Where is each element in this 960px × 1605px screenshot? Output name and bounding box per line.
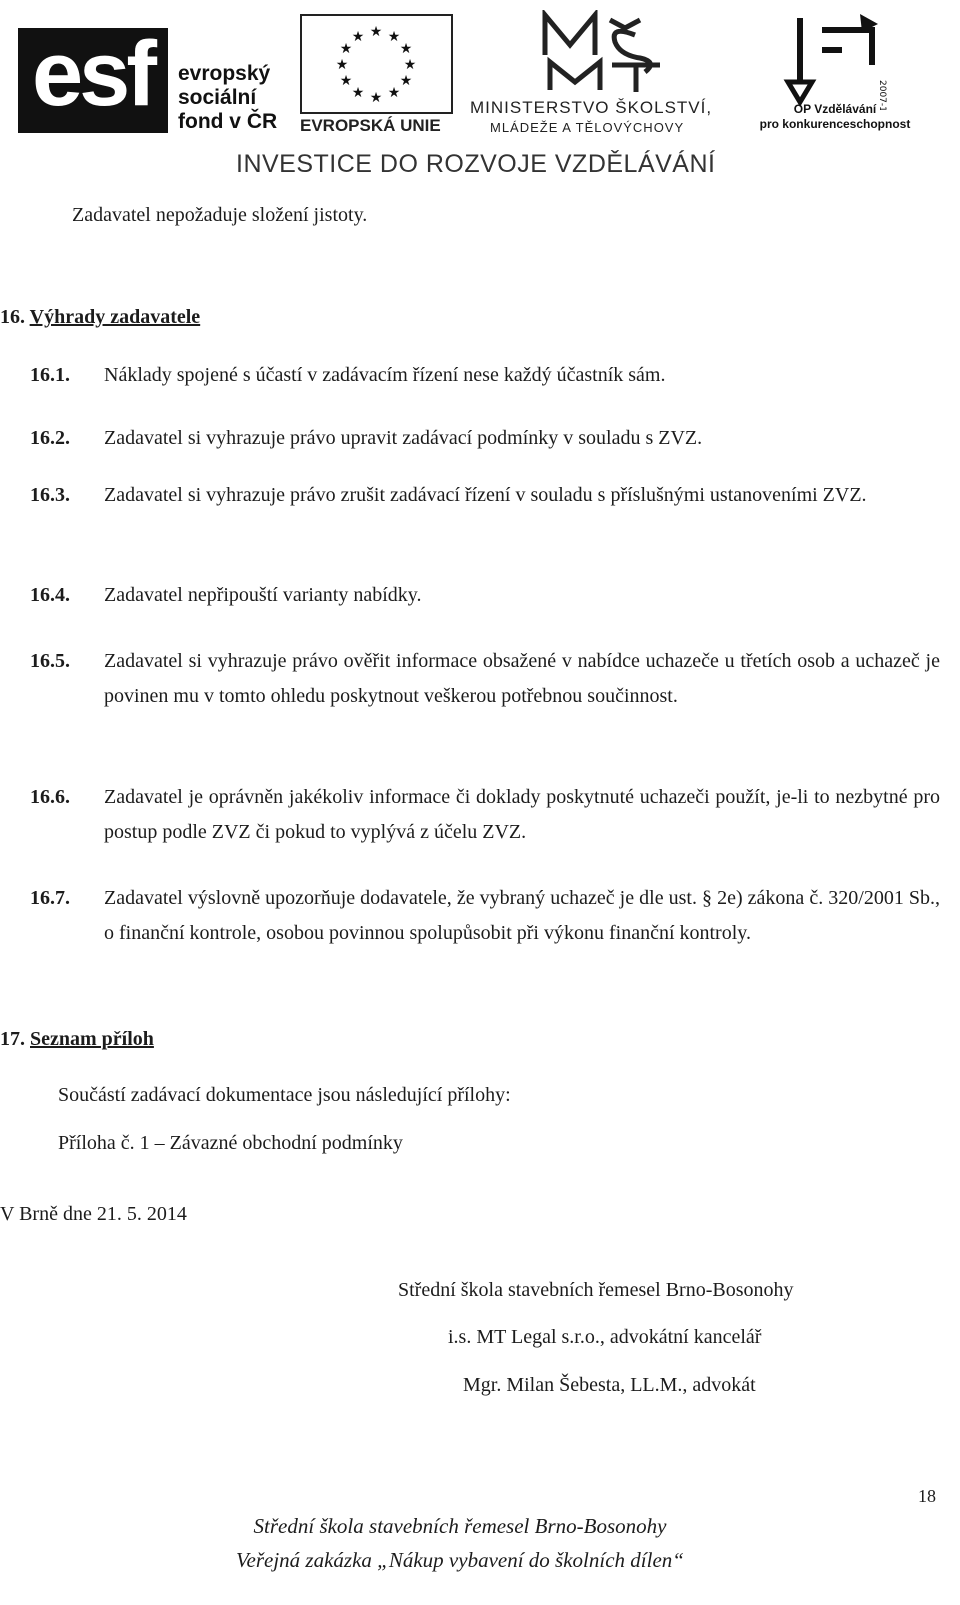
section-16-number: 16. bbox=[0, 306, 25, 328]
attachments-intro: Součástí zadávací dokumentace jsou následující přílohy: bbox=[58, 1084, 511, 1106]
item-number: 16.7. bbox=[30, 887, 70, 909]
list-item bbox=[30, 644, 940, 714]
signature-line-1: Střední škola stavebních řemesel Brno-Bosonohy bbox=[398, 1279, 794, 1301]
item-text: Zadavatel si vyhrazuje právo zrušit zadávací řízení v souladu s příslušnými ustanoveními ZVZ. bbox=[104, 484, 867, 506]
footer-line-2: Veřejná zakázka „Nákup vybavení do školních dílen“ bbox=[236, 1548, 684, 1572]
svg-text:★: ★ bbox=[339, 41, 353, 57]
svg-text:★: ★ bbox=[335, 57, 349, 73]
attachment-1: Příloha č. 1 – Závazné obchodní podmínky bbox=[58, 1132, 403, 1154]
list-item bbox=[30, 478, 940, 513]
item-number: 16.6. bbox=[30, 786, 70, 808]
esf-logo: esf bbox=[18, 28, 168, 133]
msmt-logo bbox=[540, 10, 670, 96]
esf-line-3: fond v ČR bbox=[178, 110, 278, 133]
op-years: 2007-13 bbox=[877, 80, 887, 110]
msmt-line-1: MINISTERSTVO ŠKOLSTVÍ, bbox=[470, 98, 713, 117]
signature-line-2: i.s. MT Legal s.r.o., advokátní kancelář bbox=[448, 1326, 762, 1348]
banner-title: INVESTICE DO ROZVOJE VZDĚLÁVÁNÍ bbox=[236, 150, 716, 178]
list-item bbox=[30, 881, 940, 951]
footer bbox=[0, 1509, 940, 1577]
list-item bbox=[30, 578, 940, 613]
item-number: 16.3. bbox=[30, 484, 70, 506]
op-logo-text bbox=[750, 102, 920, 132]
footer-line-1: Střední škola stavebních řemesel Brno-Bosonohy bbox=[253, 1514, 667, 1538]
item-text: Zadavatel nepřipouští varianty nabídky. bbox=[104, 584, 422, 606]
esf-logo-text bbox=[178, 62, 277, 134]
signature-line-3: Mgr. Milan Šebesta, LL.M., advokát bbox=[463, 1374, 756, 1396]
item-number: 16.5. bbox=[30, 650, 70, 672]
item-text: Zadavatel je oprávněn jakékoliv informace či doklady poskytnuté uchazeči použít, je-li to nezbytné pro postup podle ZVZ či pokud to vyplývá z účelu ZVZ. bbox=[104, 786, 940, 843]
section-17-heading bbox=[0, 1022, 154, 1057]
msmt-line-2: MLÁDEŽE A TĚLOVÝCHOVY bbox=[490, 120, 685, 135]
eu-flag-logo bbox=[300, 14, 453, 114]
svg-text:★: ★ bbox=[369, 90, 383, 106]
section-16-title: Výhrady zadavatele bbox=[29, 306, 201, 328]
op-logo bbox=[782, 10, 892, 110]
svg-text:★: ★ bbox=[351, 85, 365, 101]
item-number: 16.2. bbox=[30, 427, 70, 449]
date-line: V Brně dne 21. 5. 2014 bbox=[0, 1203, 187, 1225]
svg-text:★: ★ bbox=[387, 85, 401, 101]
svg-text:★: ★ bbox=[403, 57, 417, 73]
eu-stars-icon bbox=[302, 16, 451, 112]
list-item bbox=[30, 421, 940, 456]
svg-text:★: ★ bbox=[387, 29, 401, 45]
item-text: Náklady spojené s účastí v zadávacím řízení nese každý účastník sám. bbox=[104, 364, 666, 386]
op-line-2: pro konkurenceschopnost bbox=[759, 117, 911, 131]
item-number: 16.4. bbox=[30, 584, 70, 606]
item-number: 16.1. bbox=[30, 364, 70, 386]
svg-text:★: ★ bbox=[339, 73, 353, 89]
section-16-heading bbox=[0, 300, 200, 335]
intro-text: Zadavatel nepožaduje složení jistoty. bbox=[72, 204, 368, 226]
page-number: 18 bbox=[918, 1486, 936, 1506]
svg-text:★: ★ bbox=[369, 24, 383, 40]
esf-line-2: sociální bbox=[178, 86, 257, 109]
list-item bbox=[30, 358, 940, 393]
op-line-1: OP Vzdělávání bbox=[793, 102, 877, 116]
eu-label: EVROPSKÁ UNIE bbox=[300, 116, 441, 135]
item-text: Zadavatel si vyhrazuje právo ověřit informace obsažené v nabídce uchazeče u třetích osob a uchazeč je povinen mu v tomto ohledu poskytnout veškerou potřebnou součinnost. bbox=[104, 650, 940, 707]
esf-line-1: evropský bbox=[178, 62, 271, 85]
section-17-title: Seznam příloh bbox=[30, 1028, 154, 1050]
item-text: Zadavatel si vyhrazuje právo upravit zadávací podmínky v souladu s ZVZ. bbox=[104, 427, 703, 449]
svg-text:★: ★ bbox=[399, 73, 413, 89]
list-item bbox=[30, 780, 940, 850]
svg-text:★: ★ bbox=[399, 41, 413, 57]
item-text: Zadavatel výslovně upozorňuje dodavatele, že vybraný uchazeč je dle ust. § 2e) zákona č. 320/2001 Sb., o finanční kontrole, osobou povinnou spolupůsobit při výkonu finanční kontroly. bbox=[104, 887, 940, 944]
svg-text:★: ★ bbox=[351, 29, 365, 45]
section-17-number: 17. bbox=[0, 1028, 25, 1050]
